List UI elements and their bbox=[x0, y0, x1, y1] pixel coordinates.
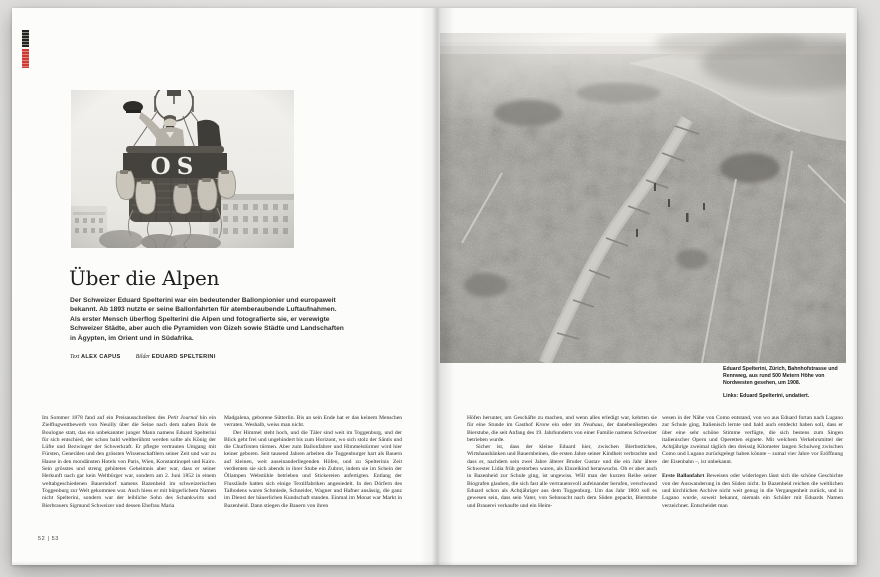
zurich-aerial-photo bbox=[440, 33, 846, 363]
magazine-spread bbox=[12, 8, 857, 565]
paragraph: Erste Ballonfahrt Beweisen oder widerlegen lässt sich die schöne Geschichte von der Auswanderung in den Süden nicht. In Bazenheid reichen die weltlichen und kirchlichen Archive nicht weit genug in die Vergangenheit zurück, und in Lugano wurde, soweit bekannt, niemals ein Schüler mit Eduards Namen verzeichnet. Entscheidet man bbox=[662, 473, 843, 509]
article-headline: Über die Alpen bbox=[69, 266, 220, 290]
article-intro: Der Schweizer Eduard Spelterini war ein bedeutender Ballonpionier und europaweit bekannt. Ab 1893 nutzte er seine Ballonfahrten für atemberaubende Luftaufnahmen. Als erster Mensch überflog Spelterini die Alpen und fotografierte sie, er verewigte Schweizer Städte, aber auch die Pyramiden von Gizeh sowie Städte und Landschaften in Ägypten, im Orient und in Südafrika. bbox=[70, 297, 344, 342]
spine-tag-black bbox=[22, 30, 29, 47]
spine-tag-red bbox=[22, 49, 29, 68]
section-spine-tag bbox=[22, 30, 29, 68]
right-page bbox=[438, 8, 857, 565]
page-numbers: 52 | 53 bbox=[38, 536, 59, 542]
paragraph: Sicher ist, dass der kleine Eduard hier, zwischen Bierbottichen, Wirtshausbänken und Bauernbeinen, die ersten Jahre seiner Kindheit verbrachte und dass er, nachdem sein zwei Jahre älterer Bruder Gustav und die ein Jahr ältere Schwester Lidia früh gestorben waren, als Einzelkind heranwuchs. Ob er aber auch in Bazenheid zur Schule ging, ist ungewiss. Will man der kurzen Reihe seiner Biografen glauben, die sich fast alle vertrauensvoll aufeinander berufen, verschwand Eduard schon als Achtjähriger aus dem Toggenburg. Um das Jahr 1860 soll es gewesen sein, dass sein Vater, von Sehnsucht nach dem Süden gepackt, Bierstube und Brauerei verkaufte und ein Heim- bbox=[467, 444, 657, 509]
italic-neuhaus: Neuhaus bbox=[583, 422, 603, 429]
paragraph: wesen in der Nähe von Como entstand, von wo aus Eduard fortan nach Lugano zur Schule ging, Italienisch lernte und bald auch entdeckt haben soll, dass er über eine sehr schöne Stimme verfügte, die sich bestens zum Singen italienischer Opern und Operetten eignete. Mit welchem Verkehrsmittel der Achtjährige zweimal täglich den dreissig Kilometer langen Schulweg zwischen Como und Lugano zurückgelegt haben könnte – zumal vier Jahre vor Eröffnung der Eisenbahn –, ist unbekannt. bbox=[662, 415, 843, 465]
byline-images-label: Bilder bbox=[135, 354, 151, 360]
paragraph: Im Sommer 1878 fand auf ein Preisausschreiben des Petit Journal hin ein Zielflugwettbewerb von Neuilly über die Seine nach dem nahen Bois de Boulogne statt, das ein unbekannter junger Mann namens Eduard Spelterini für sich entschied, der schon bald weltberühmt werden sollte als König der Lüfte und Bezwinger der Schwerkraft. Er pflegte vertrauten Umgang mit Fürsten, Generälen und den grössten Wissenschaftlern seiner Zeit und war zu Hause in den mondänsten Hotels von Paris, Wien, Konstantinopel und Kairo. Sein grösstes und streng gehütetes Geheimnis aber war, dass er seiner Herkunft nach gar kein Weltbürger war, sondern am 2. Juni 1852 in einem weltabgeschiedenen Bauerndorf namens Bazenheid im schweizerischen Toggenburg zur Welt gekommen war. Auch hiess er mit bürgerlichem Namen nicht Spelterini, sondern war der leibliche Sohn des Schankwirts und Bierbrauers Sigmund Schweizer und dessen Ehefrau Maria bbox=[42, 415, 216, 509]
caption-main: Eduard Spelterini, Zürich, Bahnhofstrasse und Rennweg, aus rund 500 Metern Höhe von Nordwesten gesehen, um 1908. bbox=[723, 366, 838, 386]
section-heading: Erste Ballonfahrt bbox=[662, 473, 705, 480]
article-byline bbox=[70, 354, 216, 360]
body-column-3 bbox=[467, 415, 657, 531]
byline-text-author: ALEX CAPUS bbox=[81, 354, 121, 360]
italic-petit-journal: Petit Journal bbox=[167, 415, 198, 421]
body-column-2 bbox=[224, 415, 402, 531]
byline-images-author: EDUARD SPELTERINI bbox=[151, 354, 216, 360]
body-column-1 bbox=[42, 415, 216, 531]
paragraph: Höfen herunter, um Geschäfte zu machen, und wenn alles erledigt war, kehrten sie für eine Stunde im Gasthof Krone ein oder im Neuhaus, der danebenliegenden Bierstube, die seit Anfang des 19. Jahrhunderts von einer Familie namens Schweizer betrieben wurde. bbox=[467, 415, 657, 443]
byline-text-label: Text bbox=[70, 354, 80, 360]
caption-secondary: Links: Eduard Spelterini, undatiert. bbox=[723, 393, 810, 399]
paragraph: Madgalena, geborene Sütterlin. Bis an sein Ende hat er das keinem Menschen verraten. Weshalb, weiss man nicht. bbox=[224, 415, 402, 429]
italic-krone: Krone bbox=[535, 422, 550, 429]
paragraph: Der Himmel steht hoch, und die Täler sind weit im Toggenburg, und der Blick geht frei und ungehindert bis zum Horizont, wo sich stolz der Säntis und die Churfirsten türmen. Aber zum Ballonfahrer und Himmelstürmer wird hier keiner geboren. Seit tausend Jahren arbeiten die Toggenburger hart als Bauern auf kleinen, weit auseinanderliegenden Höfen, und zu Spelterinis Zeit verdienten sie sich abends in ihrer Stube ein Zubrot, indem sie im Schein der Öllampen Webstühle betrieben und Stickereien anfertigten. Entlang der Flussläufe hatten sich einige Textilfabriken angesiedelt. In den Dörfern des Talbodens waren Schmiede, Schneider, Wagner und Hafner ansässig, die ganz im Dienst der bäuerlichen Kundschaft standen. Einmal im Monat war Markt in Bazenheid. Dann stiegen die Bauern von ihren bbox=[224, 429, 402, 509]
body-column-4 bbox=[662, 415, 843, 531]
left-page bbox=[12, 8, 438, 565]
balloon-basket-photo bbox=[71, 90, 294, 248]
photo-caption bbox=[723, 366, 843, 400]
